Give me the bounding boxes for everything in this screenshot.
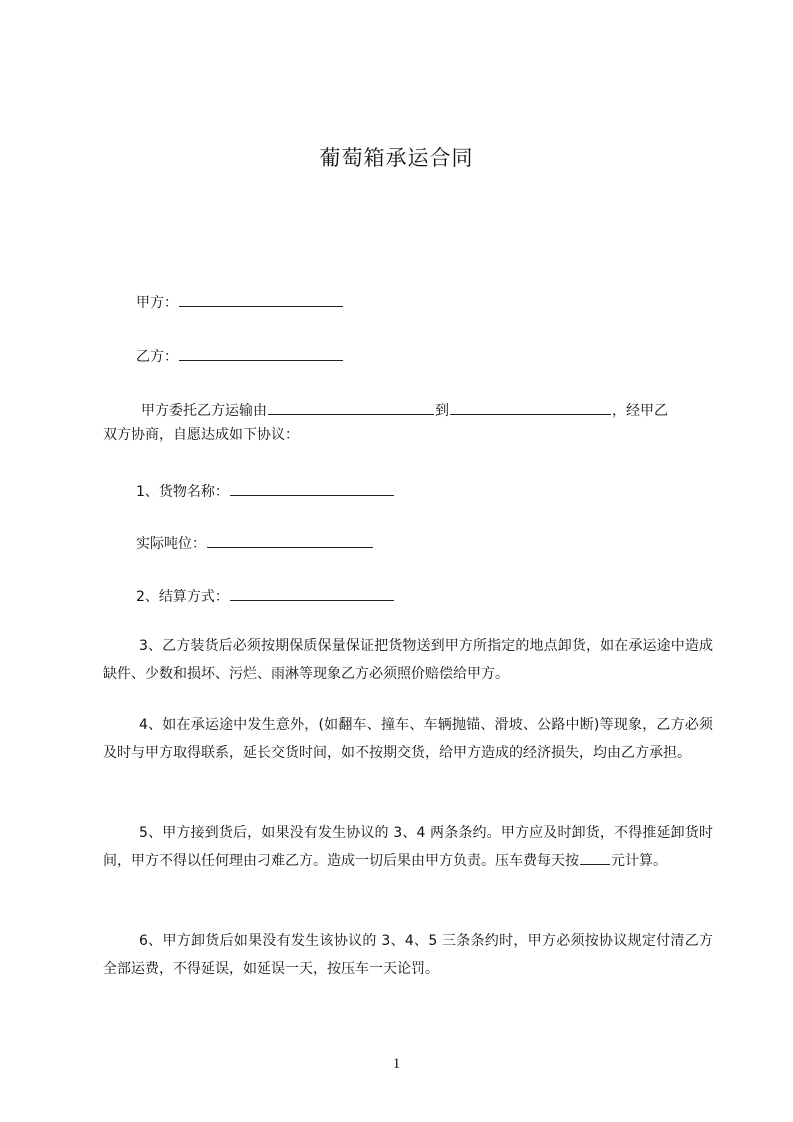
origin-blank[interactable] xyxy=(268,400,434,415)
tonnage-blank[interactable] xyxy=(207,533,373,548)
intro-line-2: 双方协商，自愿达成如下协议： xyxy=(103,427,299,443)
goods-name-blank[interactable] xyxy=(230,481,394,496)
demurrage-fee-blank[interactable] xyxy=(580,850,610,865)
clause-6: 6、甲方卸货后如果没有发生该协议的 3、4、5 三条条约时，甲方必须按协议规定付清乙方全部运费，不得延误，如延误一天，按压车一天论罚。 xyxy=(103,933,713,977)
intro-text-2: 到 xyxy=(435,403,449,419)
destination-blank[interactable] xyxy=(450,400,611,415)
clause-5 xyxy=(103,819,713,875)
page-number: 1 xyxy=(392,1056,401,1072)
settlement-blank[interactable] xyxy=(230,586,394,601)
clause-4: 4、如在承运途中发生意外，(如翻车、撞车、车辆抛锚、滑坡、公路中断)等现象，乙方必须及时与甲方取得联系，延长交货时间，如不按期交货，给甲方造成的经济损失，均由乙方承担。 xyxy=(103,717,713,761)
clause-1-label: 1、货物名称： xyxy=(136,484,229,500)
intro-text-1: 甲方委托乙方运输由 xyxy=(141,403,267,419)
party-a-line xyxy=(136,292,344,312)
party-b-label: 乙方： xyxy=(136,349,178,365)
clause-5-tail: 元计算。 xyxy=(611,853,667,869)
party-b-line xyxy=(136,346,344,366)
document-title: 葡萄箱承运合同 xyxy=(319,146,474,170)
clause-1-line xyxy=(136,481,395,501)
party-b-blank[interactable] xyxy=(179,346,343,361)
intro-line-1 xyxy=(141,400,668,420)
party-a-label: 甲方： xyxy=(136,295,178,311)
intro-text-3: ，经甲乙 xyxy=(612,403,668,419)
clause-2-label: 2、结算方式： xyxy=(136,589,229,605)
party-a-blank[interactable] xyxy=(179,292,343,307)
tonnage-label: 实际吨位： xyxy=(136,536,206,552)
tonnage-line xyxy=(136,533,374,553)
clause-3: 3、乙方装货后必须按期保质保量保证把货物送到甲方所指定的地点卸货，如在承运途中造成缺件、少数和损坏、污烂、雨淋等现象乙方必须照价赔偿给甲方。 xyxy=(103,638,713,682)
clause-5-text: 5、甲方接到货后，如果没有发生协议的 3、4 两条条约。甲方应及时卸货，不得推延卸货时间，甲方不得以任何理由刁难乙方。造成一切后果由甲方负责。压车费每天按 xyxy=(103,825,713,869)
clause-2-line xyxy=(136,586,395,606)
